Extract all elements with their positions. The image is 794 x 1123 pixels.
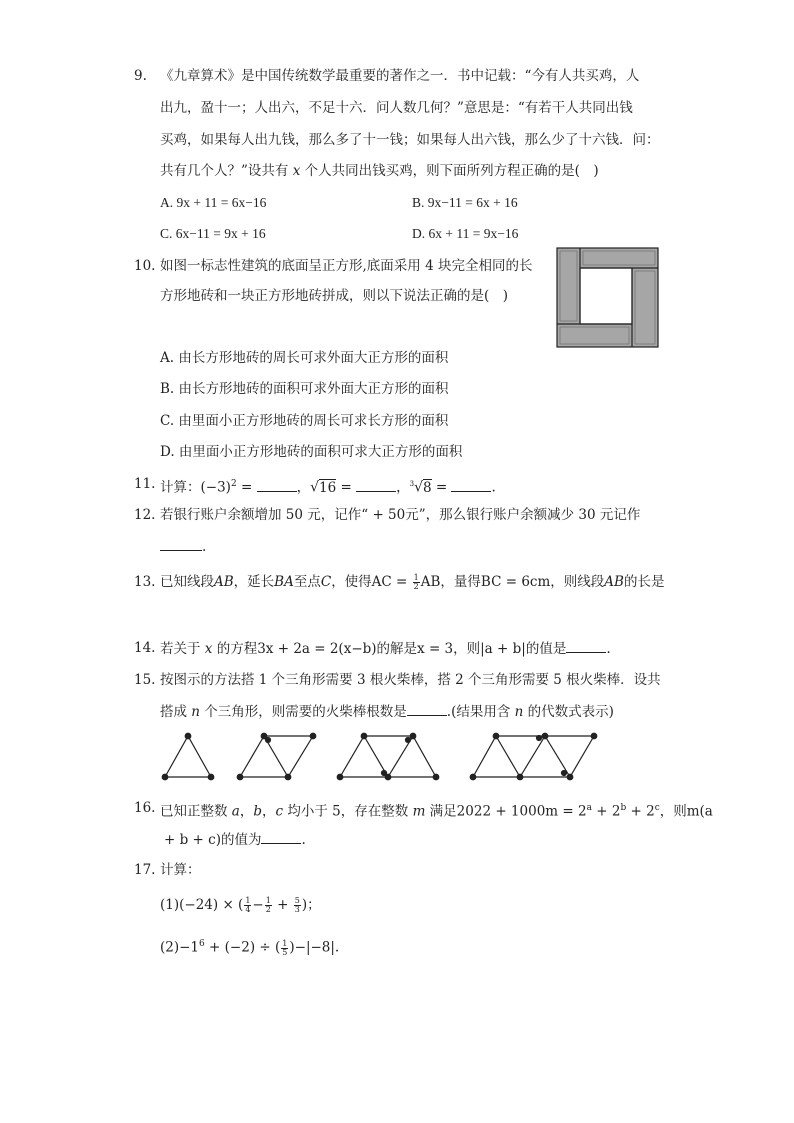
question-number: 14. [134,640,156,656]
option-d[interactable]: D. 由里面小正方形地砖的面积可求大正方形的面积 [160,444,463,460]
square-tiles-figure [556,247,659,348]
answer-blank[interactable] [160,536,202,551]
question-number: 13. [134,574,156,590]
question-text: 买鸡，如果每人出九钱，那么多了十一钱；如果每人出六钱，那么少了十六钱．问： [160,132,660,148]
sub-question-1: (1)(−24) × ( $\frac{1}{4}$ − $\frac{1}{2}$ + $\frac{5}{3}$ )； [160,896,321,914]
option-b[interactable]: B. 由长方形地砖的面积可求外面大正方形的面积 [160,381,449,397]
question-text: 若银行账户余额增加 50 元，记作“ + 50元”，那么银行账户余额减少 30 元记作 [160,507,641,523]
answer-blank[interactable] [451,477,491,492]
question-text: 共有几个人？”设共有 x 个人共同出钱买鸡，则下面所列方程正确的是( ) [160,163,599,179]
question-number: 11. [134,476,156,492]
question-text: 已知正整数 a，b，c 均小于 5，存在整数 m 满足$2022 + 1000m = 2^a + 2^b + 2^c$，则m(a [160,803,713,820]
question-text: 搭成 n 个三角形，则需要的火柴棒根数是 .(结果用含 n 的代数式表示) [160,701,614,722]
question-number: 15. [134,672,156,688]
question-text: 计算： [160,862,201,878]
option-c[interactable]: C. 由里面小正方形地砖的周长可求长方形的面积 [160,413,449,429]
option-b[interactable]: B. 9x−11 = 6x + 16 [412,195,518,210]
answer-blank[interactable] [261,829,301,844]
question-number: 9. [134,68,147,84]
option-a[interactable]: A. 9x + 11 = 6x−16 [160,195,267,210]
answer-blank[interactable] [257,477,297,492]
question-text: 已知线段AB，延长BA至点C，使得AC = $\frac{1}{2}$ AB，量得BC = 6cm，则线段AB的长是 [160,573,665,591]
option-a[interactable]: A. 由长方形地砖的周长可求外面大正方形的面积 [160,350,449,366]
option-d[interactable]: D. 6x + 11 = 9x−16 [412,226,519,241]
question-number: 16. [134,800,156,816]
question-text: 按图示的方法搭 1 个三角形需要 3 根火柴棒，搭 2 个三角形需要 5 根火柴棒．设共 [160,672,661,688]
question-number: 10. [134,258,156,274]
question-text: 出九，盈十一；人出六，不足十六．问人数几何？”意思是：“有若干人共同出钱 [160,100,633,116]
question-number: 12. [134,507,156,523]
option-c[interactable]: C. 6x−11 = 9x + 16 [160,226,266,241]
question-text: 若关于 x 的方程3x + 2a = 2(x−b)的解是x = 3，则|a + b|的值是 . [160,638,611,659]
answer-blank[interactable] [407,701,447,716]
question-text: 计算：$(-3)^2$ = ，√16 = ，$^3$√8 = . [160,474,496,498]
question-text: + b + c)的值为 . [164,829,306,850]
answer-blank[interactable] [356,477,396,492]
question-text: 方形地砖和一块正方形地砖拼成，则以下说法正确的是( ) [160,288,509,304]
answer-blank[interactable] [566,638,606,653]
question-text: 《九章算术》是中国传统数学最重要的著作之一．书中记载：“今有人共买鸡，人 [160,68,640,84]
sub-question-2: $(2)-1^6 + (-2)$ ÷ ( $\frac{1}{5}$ )−|−8|. [160,938,340,957]
question-number: 17. [134,862,156,878]
question-text: 如图一标志性建筑的底面呈正方形,底面采用 4 块完全相同的长 [160,258,533,274]
matchstick-triangles-figure [158,728,608,783]
